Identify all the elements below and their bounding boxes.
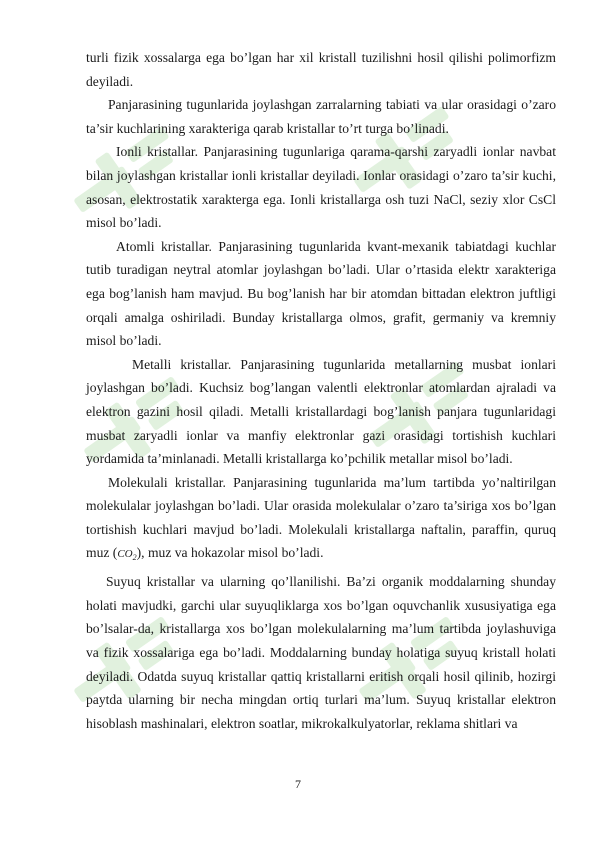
molecular-text-before: Molekulali kristallar. Panjarasining tugunlarida ma’lum tartibda yo’naltirilgan molekulalar joylashgan bo’ladi. Ular orasida molekulalar o’zaro ta’siriga xos bo’lgan tortishish kuchlari mavjud bo’ladi. Molekulali kristallarga naftalin, paraffin, quruq muz ( (86, 474, 556, 561)
paragraph-crystal-types: Panjarasining tugunlarida joylashgan zarralarning tabiati va ular orasidagi o’zaro ta’sir kuchlarining xarakteriga qarab kristallar to’rt turga bo’linadi. (86, 97, 556, 136)
formula-subscript: 2 (132, 553, 137, 563)
paragraph-polymorphism: turli fizik xossalarga ega bo’lgan har xil kristall tuzilishni hosil qilishi polimorfizm deyiladi. (86, 50, 556, 89)
paragraph-liquid-crystals: Suyuq kristallar va ularning qo’llanilishi. Ba’zi organik moddalarning shunday holati mavjudki, garchi ular suyuqliklarga xos bo’lgan oquvchanlik xususiyatiga ega bo’lsalar-da, kristallarga xos bo’lgan molekulalarning ma’lum tartibda joylashuviga va fizik xossalariga ega bo’ladi. Moddalarning bunday holatiga suyuq kristall holati deyiladi. Odatda suyuq kristallar qattiq kristallarni eritish orqali hosil qilinib, hozirgi paytda ularning bir necha mingdan ortiq turlari ma’lum. Suyuq kristallar elektron hisoblash mashinalari, elektron soatlar, mikrokalkulyatorlar, reklama shitlari va (86, 574, 556, 731)
paragraph-atomic-crystals: Atomli kristallar. Panjarasining tugunlarida kvant-mexanik tabiatdagi kuchlar tutib turadigan neytral atomlar joylashgan bo’ladi. Ular o’rtasida elektr xarakteriga ega bog’lanish ham mavjud. Bu bog’lanish har bir atomdan bittadan elektron juftligi orqali amalga oshiriladi. Bunday kristallarga olmos, grafit, germaniy va kremniy misol bo’ladi. (86, 238, 556, 349)
formula-main: CO (117, 548, 133, 561)
paragraph-molecular-crystals (86, 471, 556, 571)
paragraph-ionic-crystals: Ionli kristallar. Panjarasining tugunlariga qarama-qarshi zaryadli ionlar navbat bilan joylashgan kristallar ionli kristallar deyiladi. Ionlar orasidagi o’zaro ta’sir kuchi, asosan, elektrostatik xarakterga ega. Ionli kristallarga osh tuzi NaCl, seziy xlor CsCl misol bo’ladi. (86, 144, 556, 231)
page-number: 7 (295, 777, 301, 791)
body-text (86, 46, 556, 735)
molecular-text-after: ), muz va hokazolar misol bo’ladi. (136, 545, 324, 561)
paragraph-metallic-crystals: Metalli kristallar. Panjarasining tugunlarida metallarning musbat ionlari joylashgan bo’ladi. Kuchsiz bog’langan valentli elektronlar atomlardan ajraladi va elektron gazini hosil qiladi. Metalli kristallardagi bog’lanish panjara tugunlaridagi musbat zaryadli ionlar va manfiy elektronlar gazi orasidagi tortishish kuchlari yordamida ta’minlanadi. Metalli kristallarga ko’pchilik metallar misol bo’ladi. (86, 356, 556, 467)
co2-formula (117, 548, 137, 563)
